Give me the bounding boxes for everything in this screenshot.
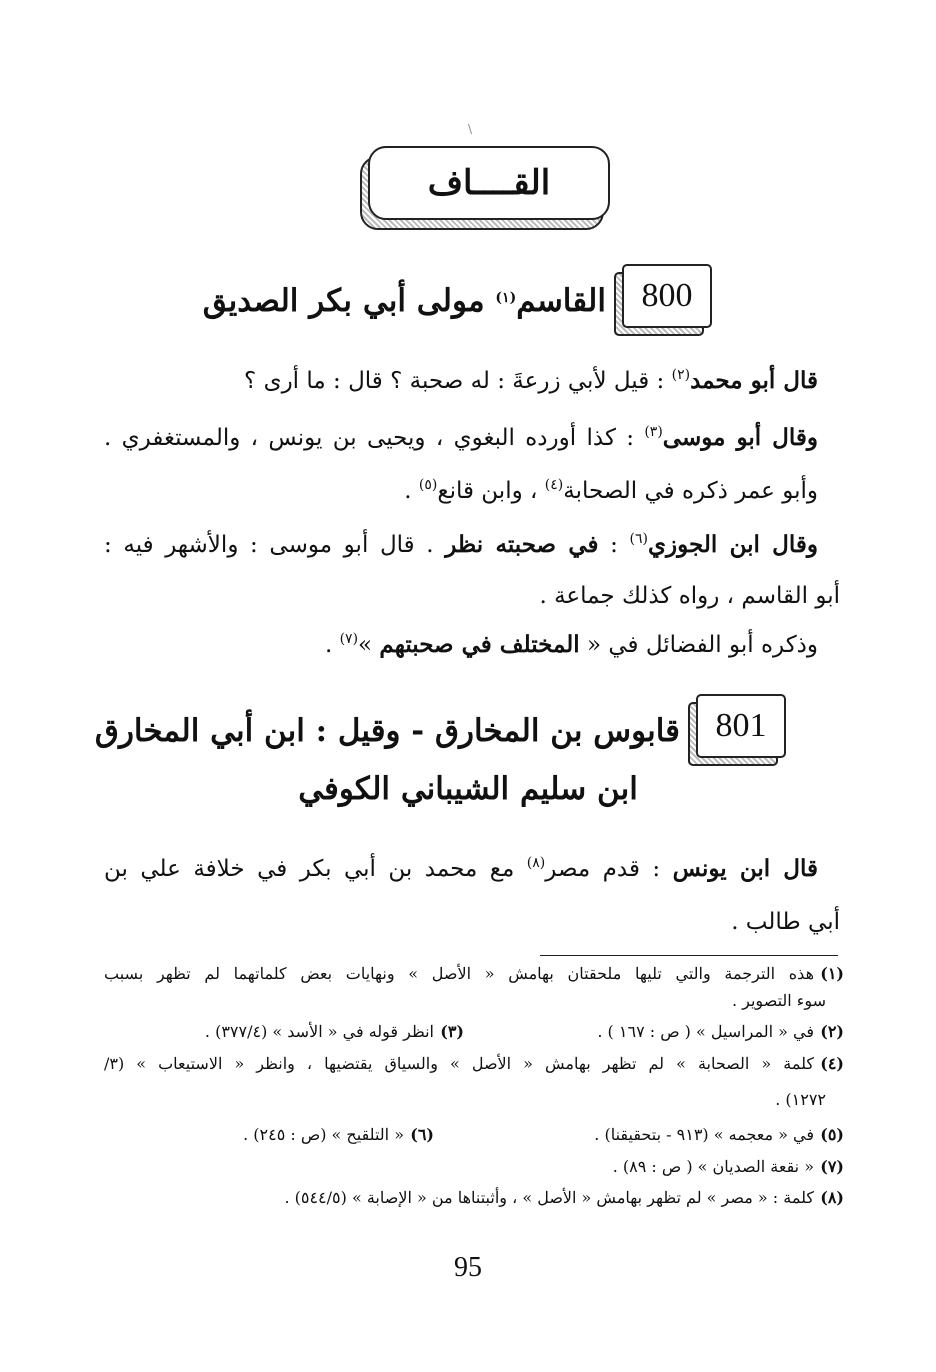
footnote-ref: (٧) — [339, 631, 359, 647]
entry-800-line-6 — [325, 630, 818, 660]
entry-800-title — [203, 283, 606, 319]
entry-800-name: القاسم — [516, 283, 606, 319]
footnote-number: (٢) — [820, 1022, 844, 1041]
line-text: وأبو عمر ذكره في الصحابة — [563, 478, 818, 504]
footnote-text: « نقعة الصديان » ( ص : ٨٩) . — [612, 1157, 814, 1176]
footnote-text: انظر قوله في « الأسد » (٣٧٧/٤) . — [204, 1022, 434, 1041]
line-text: . — [324, 632, 340, 658]
footnote-1-continued: سوء التصوير . — [731, 991, 826, 1010]
footnote-4-continued: ١٢٧٢) . — [775, 1090, 826, 1109]
entry-800-line-2 — [104, 423, 818, 453]
footnote-ref: (٦) — [629, 531, 649, 547]
page-number: 95 — [454, 1252, 482, 1283]
footnote-text: في « المراسيل » ( ص : ١٦٧ ) . — [597, 1022, 814, 1041]
footnote-number: (٤) — [820, 1054, 844, 1073]
entry-number-800: 800 — [622, 264, 712, 328]
line-text: : — [598, 532, 630, 558]
footnote-ref: (٥) — [418, 477, 438, 493]
footnote-6 — [243, 1124, 434, 1146]
line-text: : قدم مصر — [545, 856, 673, 882]
footnote-2 — [597, 1021, 844, 1043]
entry-801-line-1 — [104, 854, 818, 884]
footnote-ref: (٣) — [644, 424, 663, 440]
book-title: المختلف في صحبتهم — [379, 631, 580, 658]
entry-800-line-3 — [404, 476, 818, 506]
footnote-number: (٧) — [820, 1157, 844, 1176]
footnote-ref: (٢) — [671, 367, 691, 383]
line-text: . قال أبو موسى : والأشهر فيه : — [104, 532, 446, 558]
speaker-label: وقال أبو موسى — [662, 424, 819, 451]
footnote-1 — [104, 963, 844, 985]
speaker-label: قال أبو محمد — [690, 367, 818, 394]
footnote-number: (٨) — [820, 1188, 844, 1207]
line-text: : قيل لأبي زرعةَ : له صحبة ؟ قال : ما أرى ؟ — [244, 368, 672, 394]
footnote-ref: (٤) — [544, 477, 564, 493]
chapter-title: القــــاف — [427, 163, 551, 203]
footnote-number: (٦) — [410, 1125, 434, 1144]
footnote-text: هذه الترجمة والتي تليها ملحقتان بهامش « الأصل » ونهايات بعض كلماتهما لم تظهر بسبب — [104, 964, 814, 983]
footnote-number: (١) — [820, 964, 844, 983]
footnote-4 — [104, 1053, 844, 1075]
line-text: » — [358, 632, 380, 658]
entry-800-line-4 — [104, 530, 818, 560]
line-text: . — [404, 478, 419, 504]
chapter-box — [368, 146, 610, 220]
entry-800-line-5: أبو القاسم ، رواه كذلك جماعة . — [539, 583, 840, 609]
line-text: : كذا أورده البغوي ، ويحيى بن يونس ، والمستغفري . — [104, 425, 645, 451]
footnote-text: في « معجمه » (٩١٣ - بتحقيقنا) . — [594, 1125, 814, 1144]
footnote-ref: (١) — [495, 290, 517, 306]
entry-801-title-line-2: ابن سليم الشيباني الكوفي — [298, 771, 638, 807]
speaker-label: قال ابن يونس — [672, 855, 818, 882]
speaker-label: وقال ابن الجوزي — [648, 531, 818, 558]
footnote-8 — [284, 1187, 844, 1209]
stray-mark: \ — [468, 122, 473, 136]
line-text: وذكره أبو الفضائل في « — [579, 632, 818, 658]
footnote-text: كلمة « الصحابة » لم تظهر بهامش « الأصل » والسياق يقتضيها ، وانظر « الاستيعاب » (٣/ — [104, 1054, 814, 1073]
entry-number-801: 801 — [696, 694, 786, 758]
entry-801-title-line-1: قابوس بن المخارق - وقيل : ابن أبي المخارق — [94, 713, 680, 749]
footnote-7 — [613, 1156, 844, 1178]
entry-800-line-1 — [244, 366, 818, 396]
footnote-text: كلمة : « مصر » لم تظهر بهامش « الأصل » ، وأثبتناها من « الإصابة » (٥٤٤/٥) . — [284, 1188, 814, 1207]
entry-800-title-rest: مولى أبي بكر الصديق — [202, 283, 485, 319]
footnote-5 — [594, 1124, 844, 1146]
line-text: ، وابن قانع — [437, 478, 545, 504]
footnote-number: (٣) — [440, 1022, 464, 1041]
line-text: مع محمد بن أبي بكر في خلافة علي بن — [104, 856, 527, 882]
footnote-number: (٥) — [820, 1125, 844, 1144]
quoted-verdict: في صحبته نظر — [445, 531, 599, 558]
footnote-separator — [540, 955, 838, 956]
footnote-ref: (٨) — [526, 855, 546, 871]
entry-801-line-2: أبي طالب . — [731, 909, 840, 935]
footnote-text: « التلقيح » (ص : ٢٤٥) . — [243, 1125, 404, 1144]
footnote-3 — [205, 1021, 464, 1043]
